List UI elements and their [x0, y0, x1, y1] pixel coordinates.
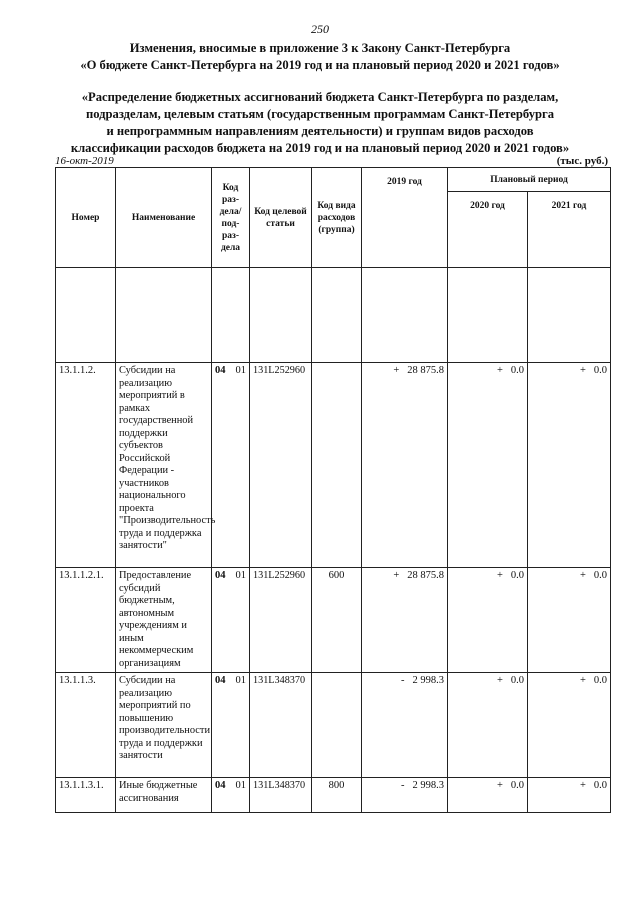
table-row: [56, 673, 611, 778]
appendix-title-line-3: и непрограммным направлениям деятельности) и группам видов расходов: [106, 124, 534, 138]
row-section: 04 01: [212, 363, 250, 568]
row-group: 600: [312, 568, 362, 673]
table-row: [56, 778, 611, 813]
row-number: 13.1.1.3.: [56, 673, 116, 778]
row-name: Субсидии на реализацию мероприятий в рамках государственной поддержки субъектов Российской Федерации - участников национального проекта "Производительность труда и поддержка занятости": [116, 363, 212, 568]
document-date: 16-окт-2019: [55, 155, 114, 167]
row-section: 04 01: [212, 568, 250, 673]
row-value-2020: + 0.0: [448, 363, 528, 568]
spacer-row: [56, 268, 611, 363]
header-2020: 2020 год: [448, 192, 528, 268]
row-value-2019: + 28 875.8: [362, 568, 448, 673]
header-2019: 2019 год: [362, 168, 448, 268]
row-section: 04 01: [212, 673, 250, 778]
document-title: [0, 40, 640, 74]
row-target: 131L252960: [250, 363, 312, 568]
header-name: Наименование: [116, 168, 212, 268]
row-target: 131L348370: [250, 673, 312, 778]
appendix-title: [0, 89, 640, 157]
row-group: [312, 363, 362, 568]
header-number: Номер: [56, 168, 116, 268]
table-row: [56, 363, 611, 568]
document-title-line-1: Изменения, вносимые в приложение 3 к Закону Санкт-Петербурга: [129, 41, 511, 55]
row-name: Иные бюджетные ассигнования: [116, 778, 212, 813]
row-value-2021: + 0.0: [528, 673, 611, 778]
appendix-title-line-2: подразделам, целевым статьям (государственным программам Санкт-Петербурга: [85, 107, 555, 121]
budget-table: [55, 167, 611, 813]
row-value-2021: + 0.0: [528, 568, 611, 673]
appendix-title-line-1: «Распределение бюджетных ассигнований бюджета Санкт-Петербурга по разделам,: [81, 90, 559, 104]
row-number: 13.1.1.2.: [56, 363, 116, 568]
header-target: Код целевой статьи: [250, 168, 312, 268]
row-group: 800: [312, 778, 362, 813]
row-value-2020: + 0.0: [448, 673, 528, 778]
row-number: 13.1.1.3.1.: [56, 778, 116, 813]
header-group: Код вида расходов (группа): [312, 168, 362, 268]
document-title-line-2: «О бюджете Санкт-Петербурга на 2019 год и на плановый период 2020 и 2021 годов»: [80, 58, 560, 72]
row-value-2021: + 0.0: [528, 778, 611, 813]
row-value-2021: + 0.0: [528, 363, 611, 568]
row-section: 04 01: [212, 778, 250, 813]
row-name: Предоставление субсидий бюджетным, автономным учреждениям и иным некоммерческим организациям: [116, 568, 212, 673]
row-target: 131L252960: [250, 568, 312, 673]
row-number: 13.1.1.2.1.: [56, 568, 116, 673]
row-value-2019: - 2 998.3: [362, 778, 448, 813]
units-label: (тыс. руб.): [556, 155, 608, 167]
row-value-2019: + 28 875.8: [362, 363, 448, 568]
table-row: [56, 568, 611, 673]
appendix-title-line-4: классификации расходов бюджета на 2019 год и на плановый период 2020 и 2021 годов»: [70, 141, 570, 155]
row-value-2019: - 2 998.3: [362, 673, 448, 778]
row-name: Субсидии на реализацию мероприятий по повышению производительности труда и поддержки занятости: [116, 673, 212, 778]
header-planned-period: Плановый период: [448, 168, 611, 192]
row-group: [312, 673, 362, 778]
row-value-2020: + 0.0: [448, 778, 528, 813]
page-number: 250: [311, 22, 329, 36]
header-section: Код раз-дела/ под-раз-дела: [212, 168, 250, 268]
row-value-2020: + 0.0: [448, 568, 528, 673]
row-target: 131L348370: [250, 778, 312, 813]
header-2021: 2021 год: [528, 192, 611, 268]
